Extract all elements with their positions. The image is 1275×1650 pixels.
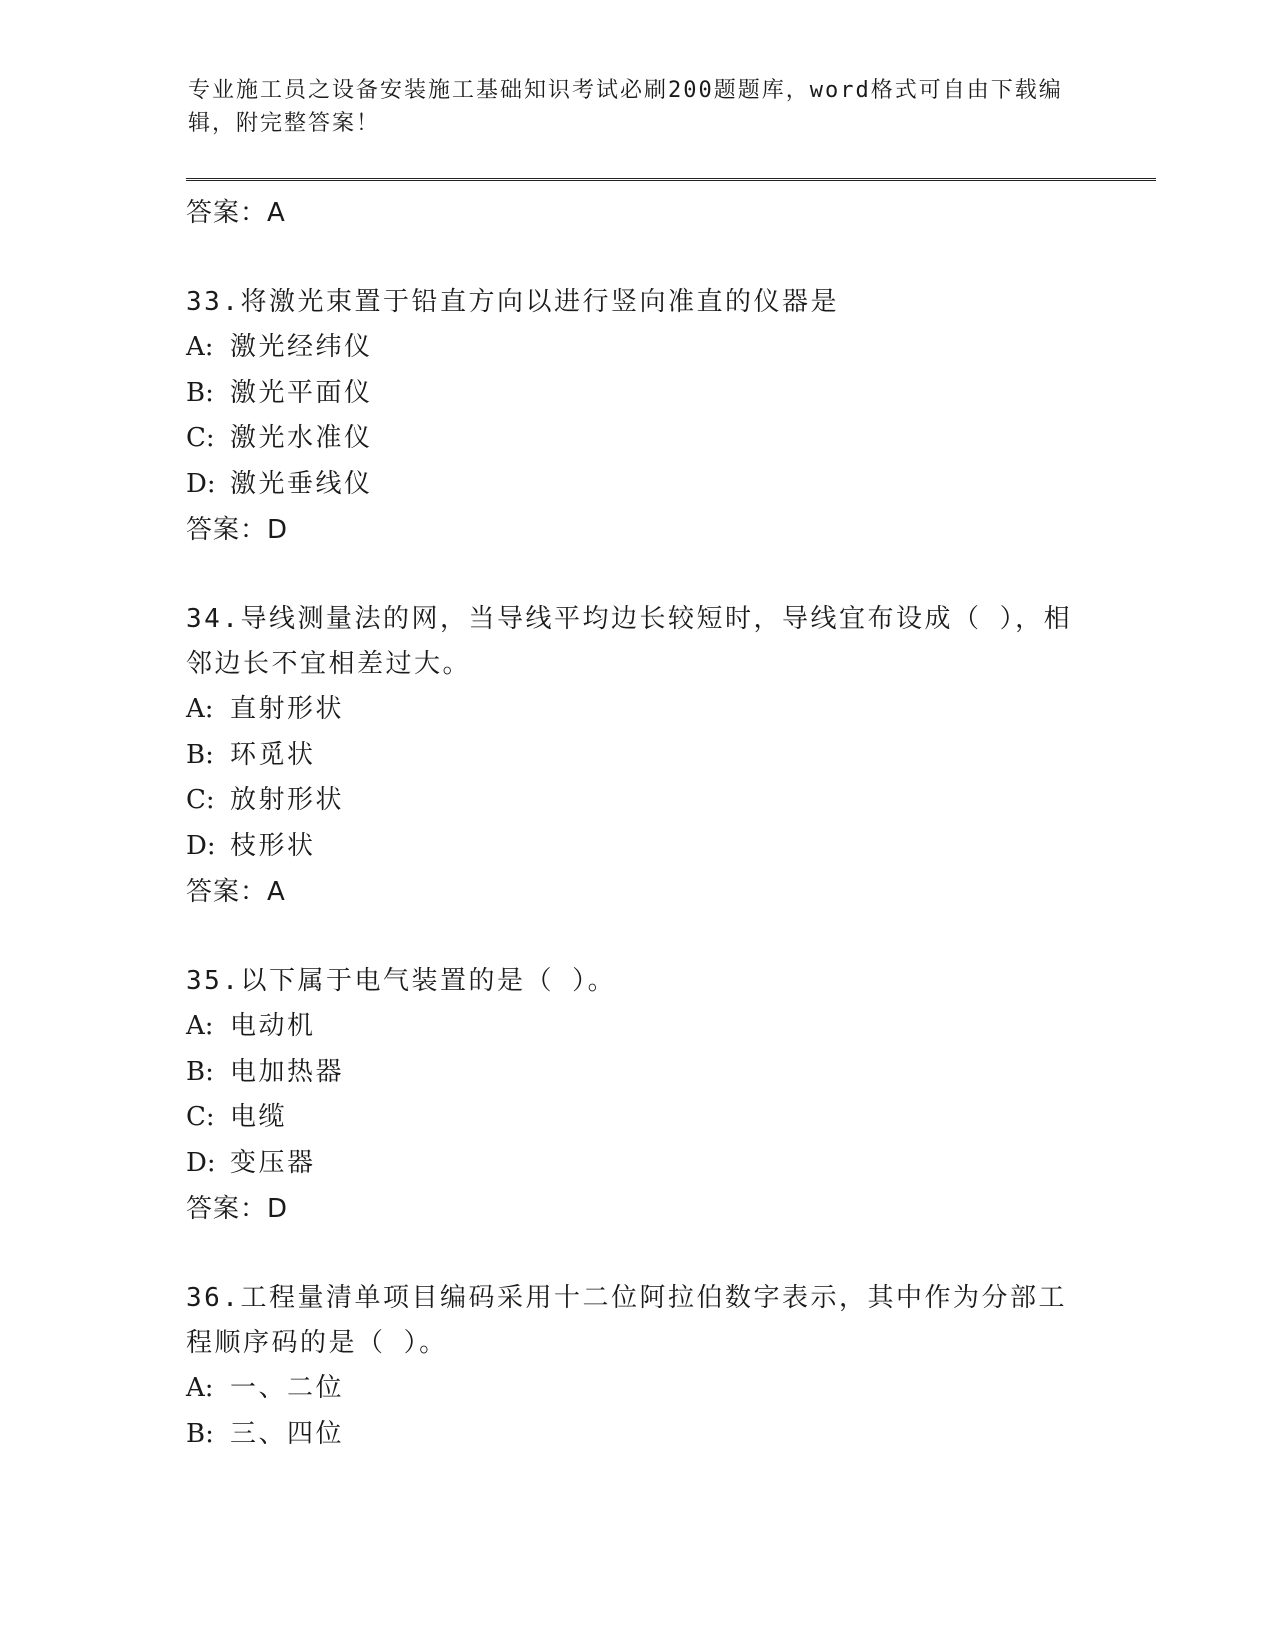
option-d xyxy=(186,462,1086,508)
option-b xyxy=(186,1050,1086,1096)
question-stem: 35.以下属于电气装置的是（ ）。 xyxy=(186,966,617,996)
answer-label: 答案： xyxy=(186,515,268,545)
option-text: 环觅状 xyxy=(230,739,316,770)
option-b xyxy=(186,733,1086,779)
option-letter: A: xyxy=(186,694,214,724)
option-c xyxy=(186,1095,1086,1141)
option-text: 放射形状 xyxy=(230,785,345,815)
option-letter: A: xyxy=(186,1011,214,1041)
question-33 xyxy=(186,280,1086,553)
option-letter: D: xyxy=(186,468,216,499)
answer-value: D xyxy=(267,515,289,545)
option-letter: B: xyxy=(186,1056,214,1087)
answer-value: A xyxy=(267,198,286,228)
question-stem: 33.将激光束置于铅直方向以进行竖向准直的仪器是 xyxy=(186,287,839,317)
option-c xyxy=(186,778,1086,824)
answer-label: 答案： xyxy=(186,198,268,228)
option-letter: B: xyxy=(186,377,214,408)
option-text: 激光水准仪 xyxy=(230,423,373,453)
answer-line xyxy=(186,190,1086,236)
option-text: 电加热器 xyxy=(230,1056,345,1087)
document-body xyxy=(186,190,1086,1457)
option-letter: B: xyxy=(186,1418,214,1449)
option-a xyxy=(186,1004,1086,1050)
option-c xyxy=(186,416,1086,462)
option-a xyxy=(186,325,1086,371)
option-letter: D: xyxy=(186,830,216,861)
option-letter: D: xyxy=(186,1147,216,1178)
option-letter: A: xyxy=(186,1373,214,1403)
answer-value: D xyxy=(267,1194,289,1224)
question-stem: 36.工程量清单项目编码采用十二位阿拉伯数字表示，其中作为分部工程顺序码的是（ ）。 xyxy=(186,1283,1067,1358)
question-35 xyxy=(186,959,1086,1232)
option-text: 直射形状 xyxy=(230,694,345,724)
answer-label: 答案： xyxy=(186,1194,268,1224)
option-letter: C: xyxy=(186,423,215,453)
option-text: 变压器 xyxy=(230,1147,316,1178)
question-34 xyxy=(186,597,1086,915)
option-text: 三、四位 xyxy=(230,1418,345,1449)
option-text: 电缆 xyxy=(230,1102,288,1132)
option-a xyxy=(186,687,1086,733)
option-text: 激光平面仪 xyxy=(230,377,373,408)
option-letter: C: xyxy=(186,1102,215,1132)
option-text: 枝形状 xyxy=(230,830,316,861)
option-b xyxy=(186,371,1086,417)
option-text: 一、二位 xyxy=(230,1373,345,1403)
option-letter: A: xyxy=(186,332,214,362)
question-stem: 34.导线测量法的网，当导线平均边长较短时，导线宜布设成（ ），相邻边长不宜相差过大。 xyxy=(186,604,1073,679)
answer-value: A xyxy=(267,877,286,907)
option-a xyxy=(186,1366,1086,1412)
answer-label: 答案： xyxy=(186,877,268,907)
option-text: 激光垂线仪 xyxy=(230,468,373,499)
option-letter: B: xyxy=(186,739,214,770)
header-divider xyxy=(186,178,1156,181)
option-text: 电动机 xyxy=(230,1011,316,1041)
option-b xyxy=(186,1412,1086,1458)
answer-line xyxy=(186,869,1086,915)
answer-line xyxy=(186,1186,1086,1232)
option-text: 激光经纬仪 xyxy=(230,332,373,362)
option-d xyxy=(186,824,1086,870)
question-36 xyxy=(186,1276,1086,1457)
document-header: 专业施工员之设备安装施工基础知识考试必刷200题题库，word格式可自由下载编辑，附完整答案！ xyxy=(188,78,1063,136)
option-d xyxy=(186,1141,1086,1187)
answer-line xyxy=(186,507,1086,553)
option-letter: C: xyxy=(186,785,215,815)
